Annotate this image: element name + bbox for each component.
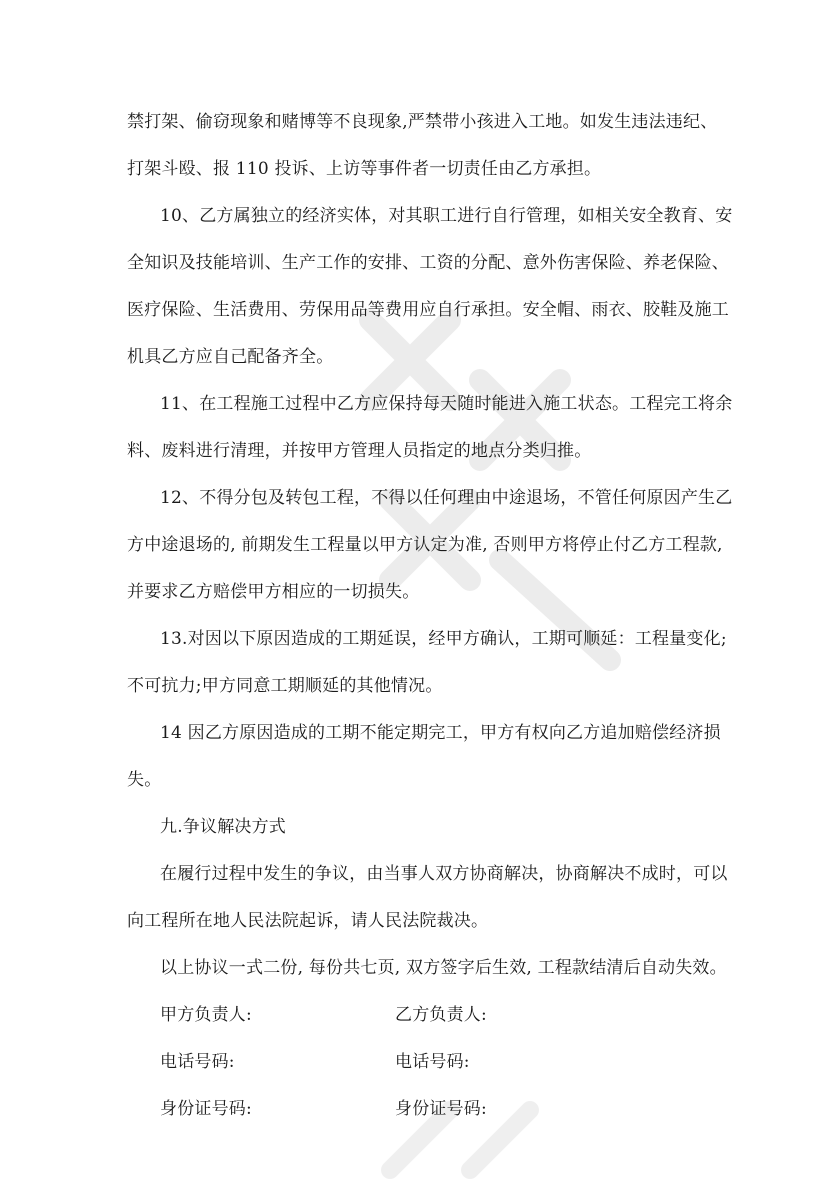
party-b-lead-label: 乙方负责人: <box>395 1005 487 1025</box>
section-heading: 九.争议解决方式 <box>160 817 287 837</box>
paragraph-line: 医疗保险、生活费用、劳保用品等费用应自行承担。安全帽、雨衣、胶鞋及施工 <box>127 300 729 320</box>
clause-10-line: 10、乙方属独立的经济实体，对其职工进行自行管理，如相关安全教育、安 <box>160 206 733 226</box>
clause-12-line: 12、不得分包及转包工程，不得以任何理由中途退场，不管任何原因产生乙 <box>160 488 733 508</box>
watermark-icon <box>360 1080 560 1180</box>
party-b-id-label: 身份证号码: <box>395 1099 487 1119</box>
agreement-note: 以上协议一式二份, 每份共七页, 双方签字后生效, 工程款结清后自动失效。 <box>160 958 727 978</box>
paragraph-line: 不可抗力;甲方同意工期顺延的其他情况。 <box>127 676 443 696</box>
paragraph-line: 机具乙方应自己配备齐全。 <box>127 347 334 367</box>
paragraph-line: 禁打架、偷窃现象和赌博等不良现象,严禁带小孩进入工地。如发生违法违纪、 <box>127 112 718 132</box>
party-a-phone-label: 电话号码: <box>160 1052 235 1072</box>
paragraph-line: 料、废料进行清理，并按甲方管理人员指定的地点分类归推。 <box>127 441 592 461</box>
clause-11-line: 11、在工程施工过程中乙方应保持每天随时能进入施工状态。工程完工将余 <box>160 394 733 414</box>
paragraph-line: 向工程所在地人民法院起诉，请人民法院裁决。 <box>127 911 489 931</box>
clause-14-line: 14 因乙方原因造成的工期不能定期完工，甲方有权向乙方追加赔偿经济损 <box>160 723 721 743</box>
paragraph-line: 失。 <box>127 770 162 790</box>
paragraph-line: 并要求乙方赔偿甲方相应的一切损失。 <box>127 582 420 602</box>
paragraph-line: 方中途退场的, 前期发生工程量以甲方认定为准, 否则甲方将停止付乙方工程款, <box>127 535 723 555</box>
party-a-lead-label: 甲方负责人: <box>160 1005 252 1025</box>
paragraph-line: 打架斗殴、报 110 投诉、上访等事件者一切责任由乙方承担。 <box>127 159 602 179</box>
clause-13-line: 13.对因以下原因造成的工期延误，经甲方确认，工期可顺延：工程量变化; <box>160 629 727 649</box>
party-a-id-label: 身份证号码: <box>160 1099 252 1119</box>
party-b-phone-label: 电话号码: <box>395 1052 470 1072</box>
watermark-icon <box>330 260 650 680</box>
paragraph-line: 全知识及技能培训、生产工作的安排、工资的分配、意外伤害保险、养老保险、 <box>127 253 729 273</box>
dispute-line: 在履行过程中发生的争议，由当事人双方协商解决，协商解决不成时，可以 <box>160 864 728 884</box>
